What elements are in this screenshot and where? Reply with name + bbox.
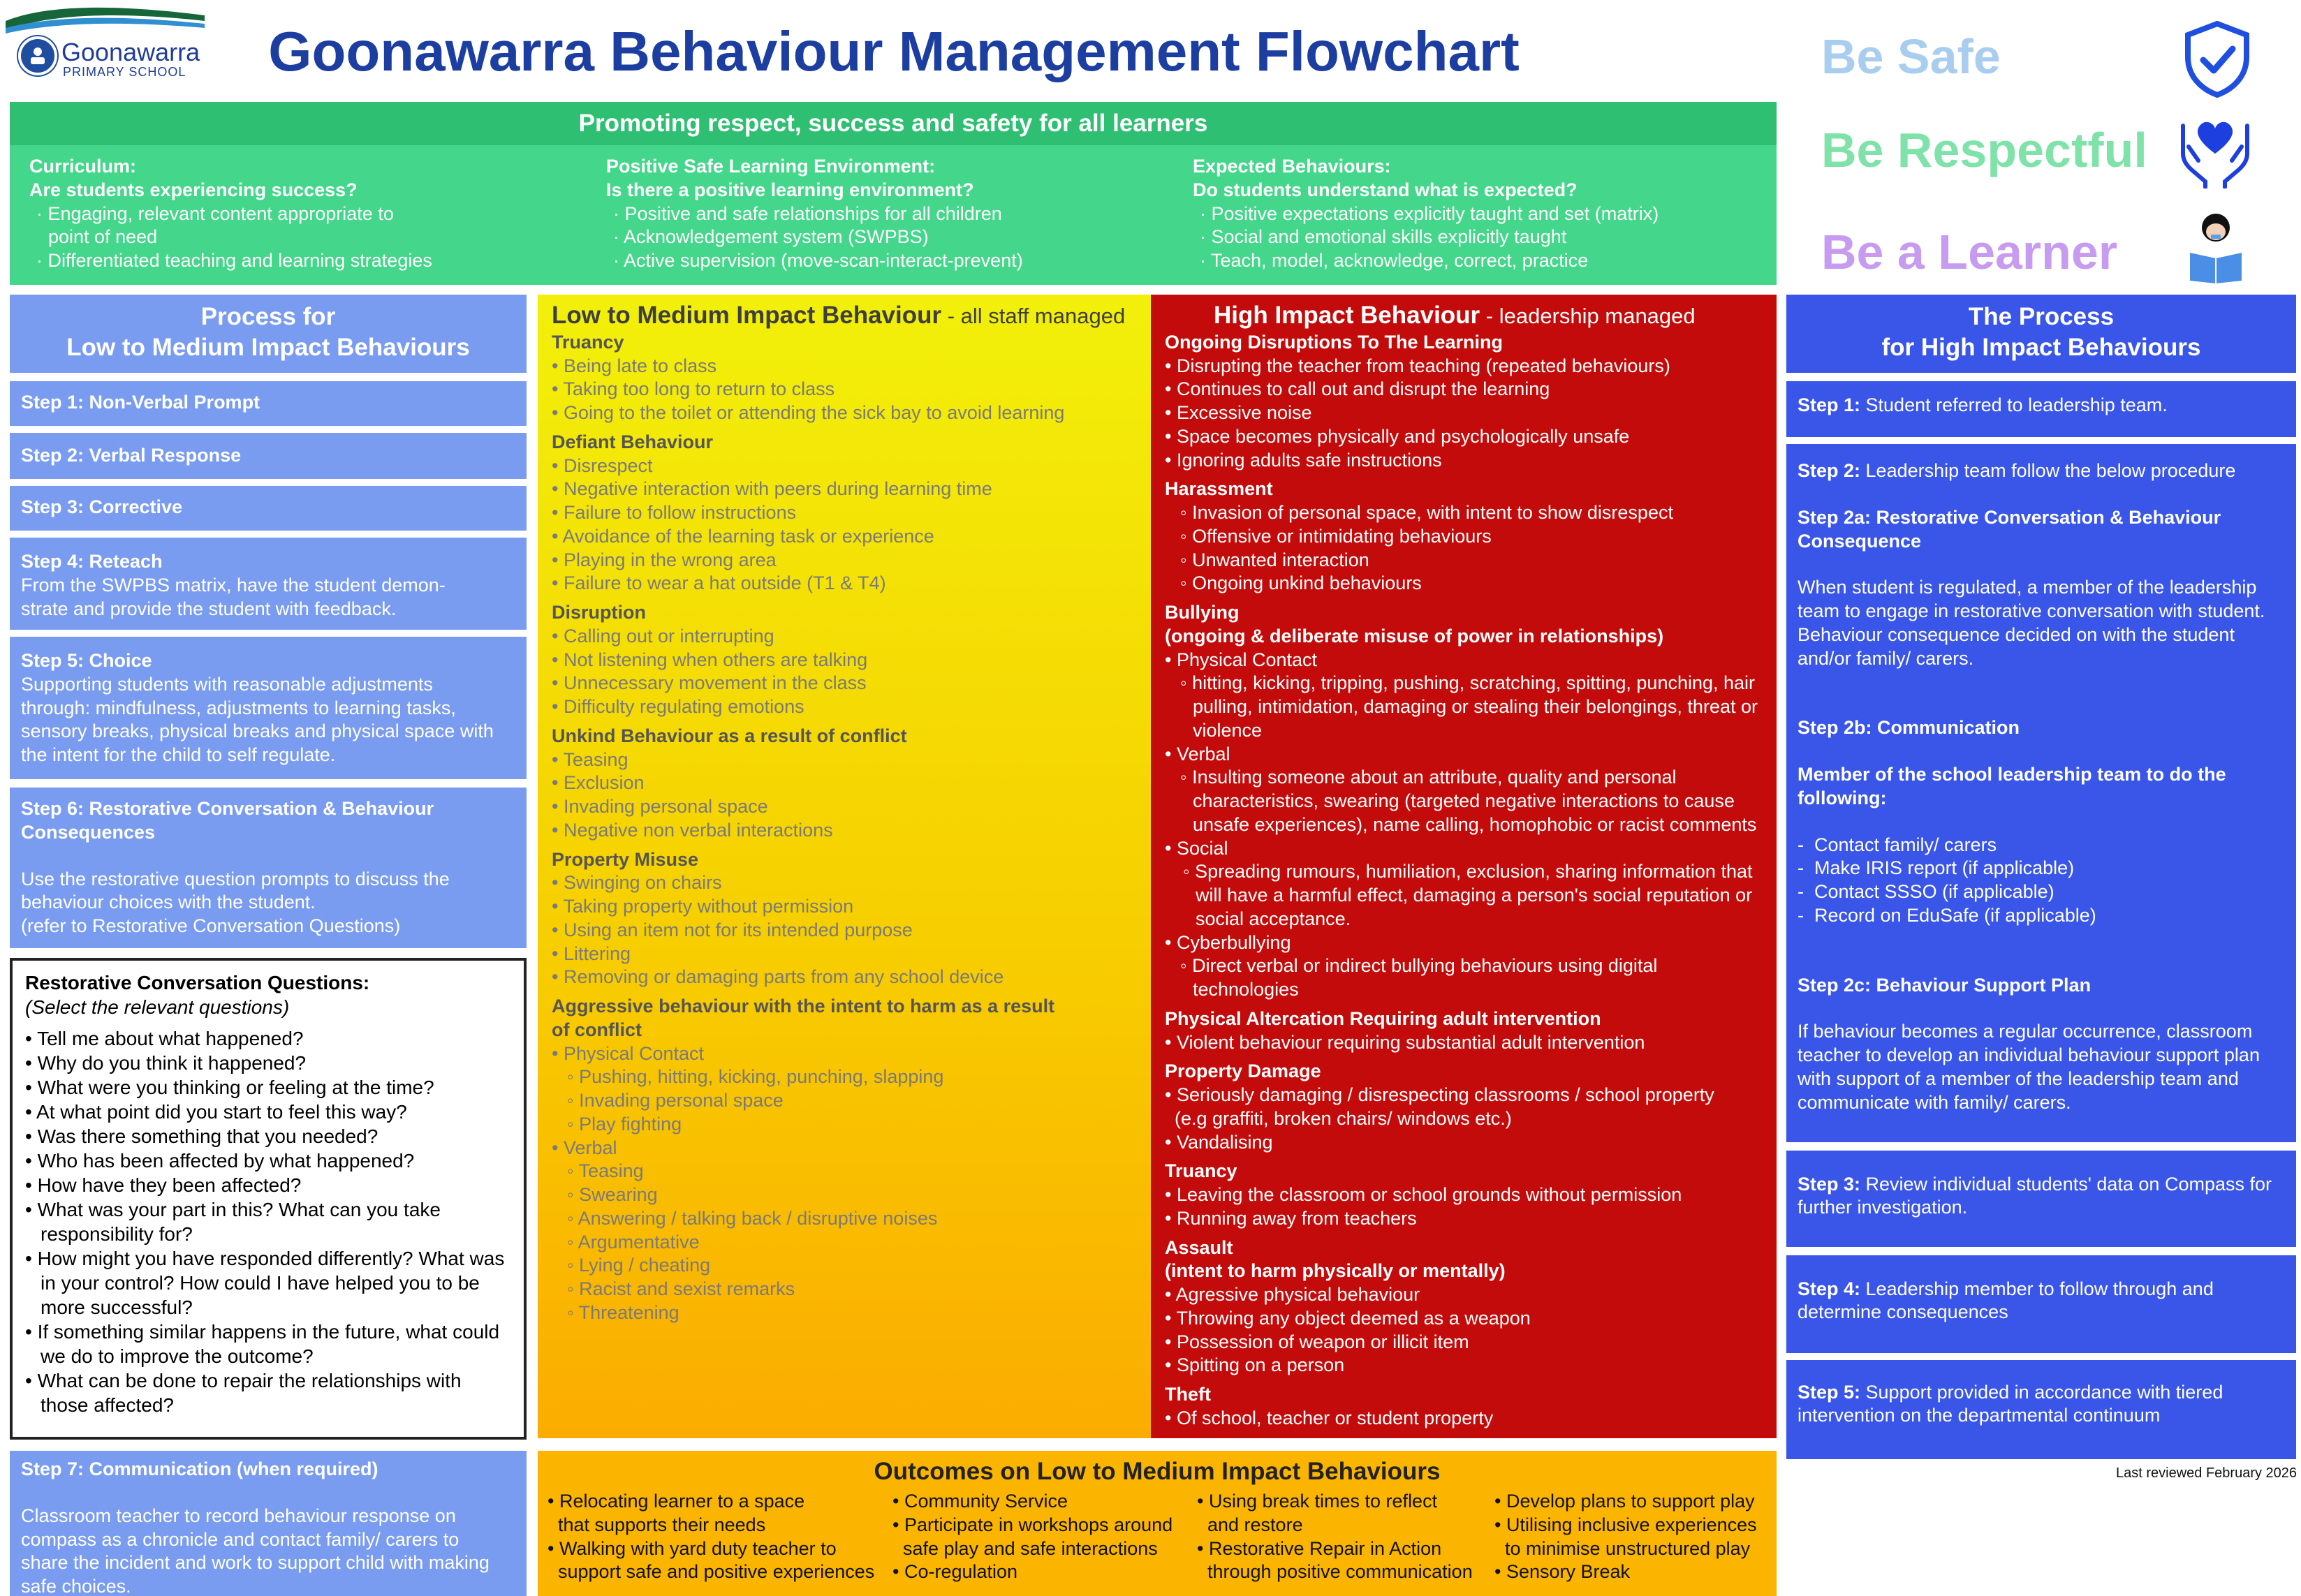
rq-title: Restorative Conversation Questions:: [25, 972, 370, 993]
yellow-item: • Difficulty regulating emotions: [552, 696, 804, 717]
yellow-subitem: ◦ Play fighting: [567, 1113, 682, 1135]
yellow-item: • Swinging on chairs: [552, 872, 722, 894]
banner-item: · Differentiated teaching and learning strategies: [36, 250, 432, 271]
yellow-group-heading: Unkind Behaviour as a result of conflict: [552, 725, 907, 746]
yellow-group-heading: of conflict: [552, 1019, 642, 1040]
outcomes-col: [547, 1490, 874, 1584]
logo-wave-icon: [6, 6, 205, 34]
red-item: • Agressive physical behaviour: [1165, 1284, 1420, 1305]
high-step-3: [1786, 1151, 2296, 1247]
step-list-item: - Contact SSSO (if applicable): [1798, 881, 2054, 902]
yellow-title-main: Low to Medium Impact Behaviour: [552, 302, 942, 329]
yellow-item: • Negative non verbal interactions: [552, 819, 833, 841]
banner-item: · Active supervision (move-scan-interact-prevent): [613, 250, 1023, 271]
high-step-4: [1786, 1255, 2296, 1353]
red-item: • Physical Contact: [1165, 649, 1318, 670]
high-impact-process-header: [1786, 295, 2296, 373]
crest-icon: [18, 36, 57, 75]
step-label: Step 2:: [1798, 460, 1861, 481]
step-4-reteach: [10, 538, 527, 630]
high-step-5: [1786, 1360, 2296, 1459]
yellow-subitem: ◦ Teasing: [567, 1160, 644, 1182]
yellow-subitem: ◦ Answering / talking back / disruptive noises: [567, 1207, 938, 1229]
red-subitem: ◦ hitting, kicking, tripping, pushing, scratching, spitting, punching, hair pulling, intimidation, damaging or stealing their belongings, threat or violence: [1180, 672, 1758, 741]
outcomes-title: Outcomes on Low to Medium Impact Behaviours: [874, 1458, 1441, 1485]
red-item: • Vandalising: [1165, 1131, 1273, 1153]
high-step-2: [1786, 444, 2296, 1142]
step-text: Classroom teacher to record behaviour response on compass as a chronicle and contact family/ carers to share the incident and work to support child with making safe choices.: [21, 1505, 490, 1596]
red-subitem: ◦ Direct verbal or indirect bullying behaviours using digital technologies: [1180, 955, 1658, 1000]
red-group: [1165, 1183, 1763, 1231]
step-text: From the SWPBS matrix, have the student demon-strate and provide the student with feedback.: [21, 574, 446, 619]
step-heading: Step 3: Corrective: [21, 496, 183, 517]
red-group-heading: (ongoing & deliberate misuse of power in relationships): [1165, 625, 1664, 646]
yellow-item: • Physical Contact: [552, 1042, 705, 1064]
red-item: • Running away from teachers: [1165, 1207, 1417, 1229]
rq-question: • Was there something that you needed?: [25, 1125, 378, 1147]
red-item: • Space becomes physically and psychologically unsafe: [1165, 425, 1630, 447]
banner-col-question: Is there a positive learning environment?: [606, 179, 974, 200]
yellow-item: • Playing in the wrong area: [552, 549, 777, 570]
red-group-heading: Physical Altercation Requiring adult intervention: [1165, 1007, 1601, 1029]
banner-item: · Positive and safe relationships for all children: [613, 202, 1002, 224]
banner-col-question: Are students experiencing success?: [29, 179, 358, 200]
yellow-item: • Not listening when others are talking: [552, 649, 868, 670]
red-item: • Continues to call out and disrupt the learning: [1165, 378, 1550, 400]
banner-col-question: Do students understand what is expected?: [1193, 179, 1578, 200]
red-item: (e.g graffiti, broken chairs/ windows etc.): [1175, 1107, 1512, 1129]
red-group-heading: Assault: [1165, 1236, 1233, 1258]
banner-environment: [606, 155, 1179, 273]
outcome-item: • Community Service: [892, 1491, 1068, 1512]
step-heading: Step 2b: Communication: [1798, 717, 2020, 739]
rq-question: • What can be done to repair the relationships with those affected?: [25, 1370, 462, 1416]
step-label: Step 1:: [1798, 394, 1861, 415]
step-list: [1798, 834, 2285, 928]
yellow-item: • Teasing: [552, 748, 628, 770]
yellow-item: • Failure to follow instructions: [552, 502, 797, 523]
step-heading: Step 2: Verbal Response: [21, 445, 242, 466]
last-reviewed-note: Last reviewed February 2026: [2116, 1465, 2298, 1481]
step-3-corrective: [10, 486, 527, 531]
step-heading: Step 2a: Restorative Conversation & Behaviour Consequence: [1798, 506, 2221, 552]
rq-list: [25, 1026, 511, 1417]
value-be-safe: Be Safe: [1821, 29, 2001, 84]
step-text: Student referred to leadership team.: [1860, 394, 2168, 415]
rq-question: • At what point did you start to feel this way?: [25, 1101, 407, 1123]
step-text: Support provided in accordance with tiered intervention on the departmental continuum: [1798, 1382, 2223, 1426]
step-2-verbal: [10, 433, 527, 479]
yellow-item: • Taking property without permission: [552, 896, 854, 917]
high-impact-behaviour-column: [1151, 295, 1777, 1438]
step-text: If behaviour becomes a regular occurrence, classroom teacher to develop an individual behaviour support plan with support of a member of the leadership team and communicate with family/ carers.: [1798, 1021, 2260, 1113]
rq-question: • If something similar happens in the future, what could we do to improve the outcome?: [25, 1321, 500, 1367]
rq-question: • Tell me about what happened?: [25, 1028, 304, 1049]
outcome-item: • Using break times to reflect: [1197, 1491, 1438, 1512]
outcome-item: • Walking with yard duty teacher to: [547, 1537, 837, 1559]
step-text: Use the restorative question prompts to discuss the behaviour choices with the student.: [21, 868, 450, 913]
rq-question: • How have they been affected?: [25, 1174, 302, 1196]
red-item: • Disrupting the teacher from teaching (repeated behaviours): [1165, 355, 1670, 376]
yellow-group-heading: Defiant Behaviour: [552, 431, 714, 452]
outcome-item: • Sensory Break: [1494, 1561, 1631, 1583]
header-line: for High Impact Behaviours: [1881, 333, 2201, 361]
student-reading-icon: [2184, 207, 2247, 283]
rq-question: • What was your part in this? What can you take responsibility for?: [25, 1199, 441, 1245]
heart-hands-icon: [2173, 112, 2257, 189]
banner-item: · Positive expectations explicitly taught and set (matrix): [1200, 202, 1659, 224]
step-label: Step 4:: [1798, 1278, 1861, 1299]
red-group: [1165, 501, 1763, 596]
red-item: ◦ Invasion of personal space, with intent to show disrespect: [1180, 502, 1673, 523]
yellow-subitem: ◦ Lying / cheating: [567, 1255, 711, 1276]
red-item: • Spitting on a person: [1165, 1354, 1345, 1376]
red-item: • Ignoring adults safe instructions: [1165, 449, 1442, 471]
low-medium-behaviour-column: [538, 295, 1151, 1438]
promoting-banner: [10, 102, 1777, 285]
outcome-item: • Relocating learner to a space: [547, 1491, 805, 1512]
yellow-item: • Exclusion: [552, 772, 645, 794]
step-text: (refer to Restorative Conversation Questions): [21, 915, 401, 936]
yellow-item: • Littering: [552, 943, 631, 964]
yellow-item: • Negative interaction with peers during learning time: [552, 478, 992, 500]
yellow-item: • Taking too long to return to class: [552, 378, 835, 400]
yellow-item: • Avoidance of the learning task or experience: [552, 525, 934, 547]
outcomes-box: [538, 1451, 1777, 1596]
red-group-heading: (intent to harm physically or mentally): [1165, 1260, 1506, 1282]
red-title-main: High Impact Behaviour: [1214, 302, 1480, 329]
yellow-item: • Going to the toilet or attending the sick bay to avoid learning: [552, 402, 1065, 423]
red-subitem: ◦ Spreading rumours, humiliation, exclusion, sharing information that will have a harmful effect, damaging a person's social reputation or social acceptance.: [1183, 861, 1753, 929]
outcomes-col: [1197, 1490, 1473, 1584]
red-group: [1165, 1407, 1763, 1431]
logo-name: Goonawarra: [61, 38, 200, 66]
red-item: ◦ Unwanted interaction: [1180, 549, 1369, 570]
outcome-item: to minimise unstructured play: [1494, 1537, 1751, 1559]
yellow-subitem: ◦ Invading personal space: [567, 1090, 784, 1111]
rq-subtitle: (Select the relevant questions): [25, 996, 290, 1018]
step-list-item: - Record on EduSafe (if applicable): [1798, 904, 2096, 926]
banner-col-heading: Positive Safe Learning Environment:: [606, 156, 936, 177]
yellow-group-heading: Property Misuse: [552, 848, 699, 870]
step-heading: Member of the school leadership team to do the following:: [1798, 764, 2226, 808]
step-5-choice: [10, 637, 527, 779]
red-item: • Leaving the classroom or school grounds without permission: [1165, 1184, 1682, 1205]
step-list-item: - Make IRIS report (if applicable): [1798, 857, 2075, 879]
outcome-item: that supports their needs: [547, 1514, 766, 1535]
header-line: The Process: [1968, 303, 2115, 330]
yellow-title: [552, 300, 1137, 331]
banner-col-heading: Curriculum:: [29, 156, 137, 177]
school-logo: [6, 6, 205, 84]
red-item: • Excessive noise: [1165, 402, 1312, 423]
outcome-item: • Co-regulation: [892, 1561, 1018, 1583]
step-text: Review individual students' data on Compass for further investigation.: [1798, 1174, 2272, 1218]
red-group-heading: Harassment: [1165, 478, 1273, 500]
header-line: Low to Medium Impact Behaviours: [66, 333, 470, 361]
red-item: • Violent behaviour requiring substantial adult intervention: [1165, 1031, 1645, 1053]
red-group-heading: Bullying: [1165, 602, 1240, 623]
yellow-subitem: ◦ Swearing: [567, 1184, 658, 1205]
rq-question: • Who has been affected by what happened?: [25, 1150, 415, 1172]
rq-question: • What were you thinking or feeling at the time?: [25, 1077, 434, 1098]
logo-subtitle: PRIMARY SCHOOL: [63, 65, 186, 79]
red-item: • Cyberbullying: [1165, 931, 1291, 953]
red-item: • Verbal: [1165, 743, 1230, 764]
yellow-title-sub: - all staff managed: [941, 304, 1126, 328]
outcome-item: and restore: [1197, 1514, 1303, 1535]
step-heading: Step 2c: Behaviour Support Plan: [1798, 974, 2092, 996]
outcome-item: safe play and safe interactions: [892, 1537, 1158, 1559]
red-group-heading: Truancy: [1165, 1160, 1237, 1182]
red-item: • Throwing any object deemed as a weapon: [1165, 1307, 1531, 1329]
yellow-group-heading: Truancy: [552, 331, 624, 353]
yellow-item: • Being late to class: [552, 355, 717, 376]
yellow-list: [552, 331, 1137, 1325]
shield-check-icon: [2182, 21, 2252, 98]
step-label: Step 5:: [1798, 1382, 1861, 1403]
red-group: [1165, 1031, 1763, 1055]
yellow-group-heading: Disruption: [552, 602, 646, 623]
restorative-questions-box: [10, 958, 527, 1440]
yellow-item: • Using an item not for its intended purpose: [552, 919, 913, 940]
low-medium-process-header: [10, 295, 527, 373]
step-heading: Step 6: Restorative Conversation & Behaviour Consequences: [21, 798, 434, 843]
red-item: ◦ Ongoing unkind behaviours: [1180, 572, 1422, 594]
banner-expected: [1193, 155, 1772, 273]
yellow-item: • Calling out or interrupting: [552, 625, 774, 646]
outcomes-col: [1494, 1490, 1757, 1584]
yellow-item: • Failure to wear a hat outside (T1 & T4): [552, 572, 886, 594]
yellow-item: • Verbal: [552, 1137, 617, 1158]
step-text: When student is regulated, a member of the leadership team to engage in restorative conversation with student. Behaviour consequence decided on with the student and/or family/ carers.: [1798, 577, 2265, 669]
banner-item: · Acknowledgement system (SWPBS): [613, 226, 929, 248]
red-title-sub: - leadership managed: [1480, 304, 1696, 328]
page-title: Goonawarra Behaviour Management Flowchart: [268, 20, 1520, 82]
step-text: Leadership member to follow through and determine consequences: [1798, 1278, 2214, 1322]
red-list: [1165, 331, 1763, 1431]
value-be-a-learner: Be a Learner: [1821, 225, 2118, 279]
banner-item: · Teach, model, acknowledge, correct, practice: [1200, 250, 1589, 271]
yellow-item: • Invading personal space: [552, 796, 768, 817]
yellow-item: • Disrespect: [552, 455, 653, 476]
banner-item: · Engaging, relevant content appropriate to: [36, 202, 394, 224]
yellow-subitem: ◦ Pushing, hitting, kicking, punching, slapping: [567, 1066, 944, 1088]
value-be-respectful: Be Respectful: [1821, 123, 2147, 177]
step-text: Leadership team follow the below procedure: [1860, 460, 2236, 481]
outcome-item: • Participate in workshops around: [892, 1514, 1173, 1535]
red-item: • Of school, teacher or student property: [1165, 1407, 1494, 1428]
rq-question: • How might you have responded differently? What was in your control? How could I have helped you to be more successful?: [25, 1248, 505, 1318]
yellow-subitem: ◦ Racist and sexist remarks: [567, 1278, 795, 1299]
step-text: Supporting students with reasonable adjustments through: mindfulness, adjustments to learning tasks, sensory breaks, physical breaks and physical space with the intent for the child to self regulate.: [21, 673, 494, 765]
outcome-item: • Develop plans to support play: [1494, 1491, 1755, 1512]
header-line: Process for: [200, 303, 336, 330]
red-group: [1165, 355, 1763, 473]
red-item: ◦ Offensive or intimidating behaviours: [1180, 525, 1492, 547]
red-item: • Possession of weapon or illicit item: [1165, 1331, 1469, 1352]
red-group-heading: Ongoing Disruptions To The Learning: [1165, 331, 1503, 353]
outcome-item: support safe and positive experiences: [547, 1561, 875, 1583]
high-step-1: [1786, 381, 2296, 437]
yellow-subitem: ◦ Threatening: [567, 1301, 679, 1323]
banner-curriculum: [29, 155, 588, 273]
outcome-item: • Restorative Repair in Action: [1197, 1537, 1442, 1559]
step-1-nonverbal: [10, 381, 527, 426]
outcome-item: • Utilising inclusive experiences: [1494, 1514, 1757, 1535]
red-subitem: ◦ Insulting someone about an attribute, quality and personal characteristics, swearing (targeted negative interactions to cause unsafe experiences), name calling, homophobic or racist comments: [1180, 767, 1757, 835]
step-6-restorative: [10, 788, 527, 948]
banner-col-heading: Expected Behaviours:: [1193, 156, 1391, 177]
yellow-group-heading: Aggressive behaviour with the intent to harm as a result: [552, 996, 1055, 1017]
step-heading: Step 7: Communication (when required): [21, 1458, 378, 1479]
red-item: • Social: [1165, 837, 1228, 859]
step-list-item: - Contact family/ carers: [1798, 834, 1997, 855]
rq-question: • Why do you think it happened?: [25, 1052, 307, 1074]
step-label: Step 3:: [1798, 1174, 1861, 1195]
yellow-item: • Removing or damaging parts from any school device: [552, 966, 1004, 988]
banner-item: · Social and emotional skills explicitly taught: [1200, 226, 1567, 248]
yellow-item: • Unnecessary movement in the class: [552, 672, 867, 694]
red-item: • Seriously damaging / disrespecting classrooms / school property: [1165, 1084, 1714, 1105]
yellow-subitem: ◦ Argumentative: [567, 1231, 700, 1253]
red-group: [1165, 1283, 1763, 1377]
red-group-heading: Theft: [1165, 1384, 1211, 1405]
banner-title: Promoting respect, success and safety for all learners: [10, 102, 1777, 145]
outcome-item: through positive communication: [1197, 1561, 1473, 1583]
step-heading: Step 1: Non-Verbal Prompt: [21, 392, 260, 413]
step-heading: Step 4: Reteach: [21, 551, 163, 572]
step-7-communication: [10, 1451, 527, 1596]
red-title: [1165, 300, 1763, 331]
banner-item: point of need: [48, 226, 158, 248]
step-heading: Step 5: Choice: [21, 650, 152, 671]
outcomes-col: [892, 1490, 1172, 1584]
red-group-heading: Property Damage: [1165, 1061, 1321, 1082]
